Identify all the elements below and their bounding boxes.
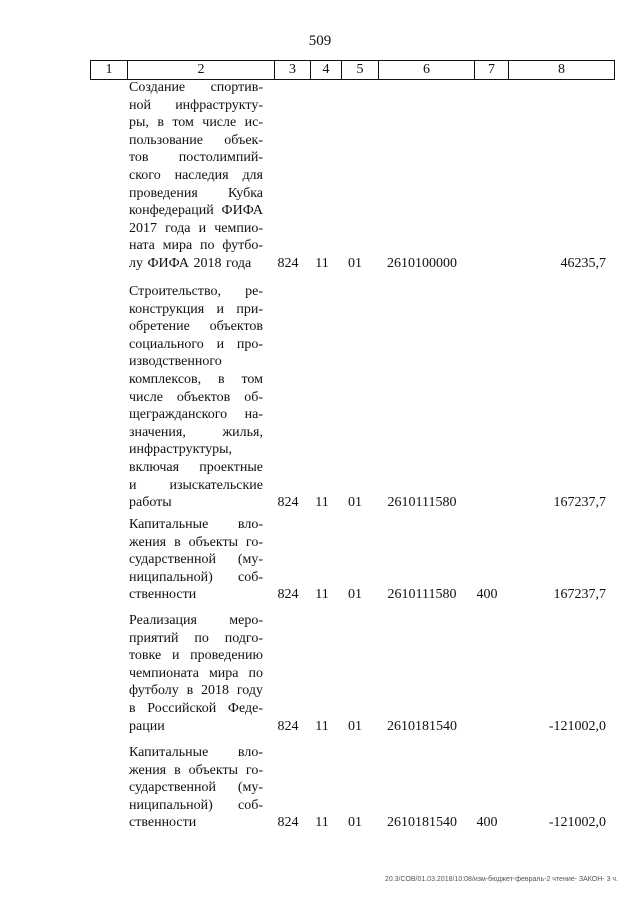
description-line: обретение объектов xyxy=(129,319,263,335)
cell-c4: 11 xyxy=(315,587,329,603)
description-line: рации xyxy=(129,718,165,734)
cell-c8: 167237,7 xyxy=(553,587,606,603)
description-line: ната мира по футбо- xyxy=(129,238,263,254)
row-description xyxy=(129,516,263,604)
cell-c3: 824 xyxy=(277,718,299,734)
description-line: работы xyxy=(129,495,172,511)
description-line: пользование объек- xyxy=(129,132,263,148)
description-line: включая проектные xyxy=(129,459,263,475)
cell-c3: 824 xyxy=(277,256,299,271)
page-number: 509 xyxy=(308,33,332,49)
description-line: ского наследия для xyxy=(129,167,263,183)
description-line: Создание спортив- xyxy=(129,80,263,95)
description-line: проведения Кубка xyxy=(129,185,263,201)
cell-c5: 01 xyxy=(348,718,362,734)
cell-c5: 01 xyxy=(348,587,362,603)
description-line: ственности xyxy=(129,587,197,603)
description-line: Капитальные вло- xyxy=(129,517,263,532)
cell-c4: 11 xyxy=(315,495,329,511)
cell-c4: 11 xyxy=(315,815,329,831)
row-description xyxy=(129,283,263,512)
description-line: ры, в том числе ис- xyxy=(129,115,263,131)
description-line: ной инфраструкту- xyxy=(129,97,263,113)
cell-c8: -121002,0 xyxy=(548,815,606,831)
description-line: сударственной (му- xyxy=(129,552,263,568)
description-line: конфедераций ФИФА xyxy=(129,203,263,219)
header-col-8: 8 xyxy=(558,62,565,77)
cell-c6: 2610181540 xyxy=(387,815,457,831)
description-line: 2017 года и чемпио- xyxy=(129,220,263,236)
table-header xyxy=(90,60,615,80)
cell-c6: 2610111580 xyxy=(387,587,457,603)
cell-c5: 01 xyxy=(348,495,362,511)
description-line: ниципальной) соб- xyxy=(129,797,263,813)
cell-c8: 167237,7 xyxy=(553,495,606,511)
description-line: числе объектов об- xyxy=(129,389,263,405)
description-line: жения в объекты го- xyxy=(129,534,263,550)
description-line: приятий по подго- xyxy=(129,630,263,646)
cell-c6: 2610181540 xyxy=(387,718,457,734)
description-line: Реализация меро- xyxy=(129,613,263,628)
description-line: жения в объекты го- xyxy=(129,762,263,778)
row-description xyxy=(129,744,263,832)
description-line: лу ФИФА 2018 года xyxy=(129,255,252,271)
cell-c8: 46235,7 xyxy=(560,256,606,271)
cell-c4: 11 xyxy=(315,718,329,734)
description-line: изводственного xyxy=(129,354,222,370)
header-col-6: 6 xyxy=(379,61,475,79)
description-line: Капитальные вло- xyxy=(129,745,263,760)
cell-c6: 2610111580 xyxy=(387,495,457,511)
description-line: Строительство, ре- xyxy=(129,284,263,299)
cell-c3: 824 xyxy=(277,815,299,831)
description-line: комплексов, в том xyxy=(129,371,263,387)
description-line: сударственной (му- xyxy=(129,780,263,796)
header-col-7: 7 xyxy=(475,61,509,79)
description-line: товке и проведению xyxy=(129,648,263,664)
description-line: инфраструктуры, xyxy=(129,442,233,458)
description-line: тов постолимпий- xyxy=(129,150,263,166)
description-line: ственности xyxy=(129,815,197,831)
description-line: социального и про- xyxy=(129,336,263,352)
description-line: ниципальной) соб- xyxy=(129,569,263,585)
description-line: в Российской Феде- xyxy=(129,700,263,716)
cell-c6: 2610100000 xyxy=(387,256,457,271)
description-line: футболу в 2018 году xyxy=(129,683,263,699)
cell-c7: 400 xyxy=(476,815,498,831)
description-line: значения, жилья, xyxy=(129,424,263,440)
cell-c7: 400 xyxy=(476,587,498,603)
description-line: и изыскательские xyxy=(129,477,263,493)
cell-c5: 01 xyxy=(348,815,362,831)
header-col-3: 3 xyxy=(275,61,311,79)
cell-c3: 824 xyxy=(277,587,299,603)
cell-c3: 824 xyxy=(277,495,299,511)
row-description xyxy=(129,79,263,273)
cell-c4: 11 xyxy=(315,256,329,271)
header-col-1: 1 xyxy=(91,61,128,79)
cell-c8: -121002,0 xyxy=(548,718,606,734)
description-line: чемпионата мира по xyxy=(129,665,263,681)
header-col-2: 2 xyxy=(128,61,275,79)
document-footer: 20.3/СОВ/01.03.2018/10:08/изм-бюджет-февраль-2 чтение- ЗАКОН- 3 ч. xyxy=(384,876,618,883)
description-line: конструкция и при- xyxy=(129,301,263,317)
header-col-4: 4 xyxy=(311,61,342,79)
description-line: щегражданского на- xyxy=(129,407,263,423)
header-col-5: 5 xyxy=(342,61,379,79)
cell-c5: 01 xyxy=(348,256,362,271)
row-description xyxy=(129,612,263,735)
